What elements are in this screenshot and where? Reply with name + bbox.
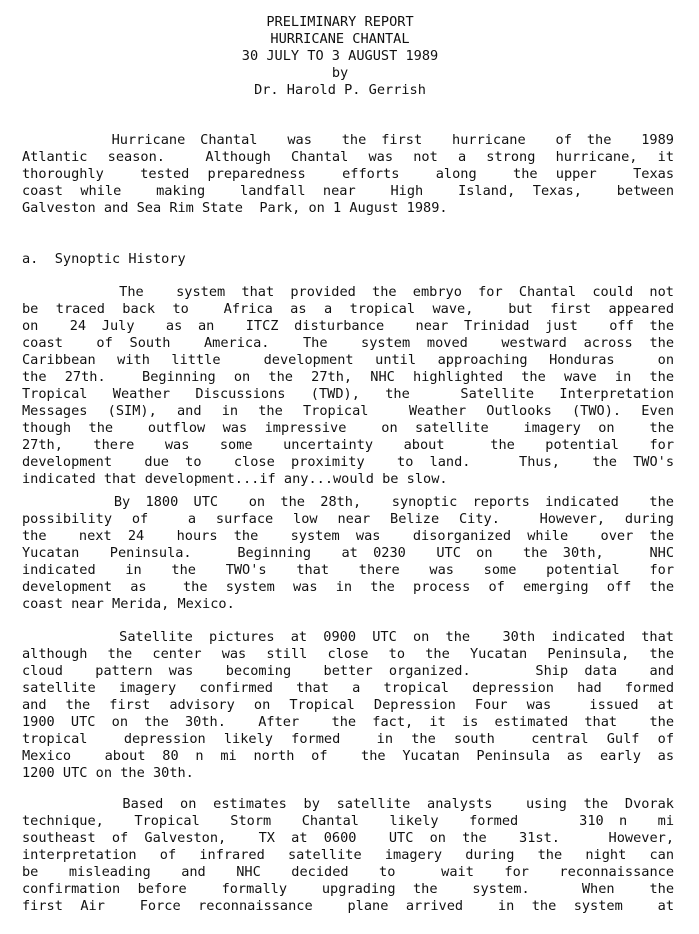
text-line: Tropical Weather Discussions (TWD), the Satellite Interpretation <box>22 386 674 402</box>
text-line: possibility of a surface low near Belize City. However, during <box>22 511 674 527</box>
text-line: thoroughly tested preparedness efforts along the upper Texas <box>22 166 674 182</box>
text-line: Galveston and Sea Rim State Park, on 1 August 1989. <box>22 200 448 216</box>
text-line: Yucatan Peninsula. Beginning at 0230 UTC on the 30th, NHC <box>22 545 674 561</box>
text-line: The system that provided the embryo for Chantal could not <box>22 284 674 300</box>
text-line: By 1800 UTC on the 28th, synoptic reports indicated the <box>22 494 674 510</box>
text-line: technique, Tropical Storm Chantal likely formed 310 n mi <box>22 813 674 829</box>
report-title: PRELIMINARY REPORT <box>266 14 414 30</box>
text-line: although the center was still close to the Yucatan Peninsula, the <box>22 646 674 662</box>
text-line: 27th, there was some uncertainty about the potential for <box>22 437 674 453</box>
text-line: Mexico about 80 n mi north of the Yucatan Peninsula as early as <box>22 748 674 764</box>
text-line: be traced back to Africa as a tropical wave, but first appeared <box>22 301 674 317</box>
text-line: Caribbean with little development until approaching Honduras on <box>22 352 674 368</box>
text-line: development as the system was in the process of emerging off the <box>22 579 674 595</box>
text-line: coast while making landfall near High Island, Texas, between <box>22 183 674 199</box>
text-line: Atlantic season. Although Chantal was not a strong hurricane, it <box>22 149 674 165</box>
text-line: on 24 July as an ITCZ disturbance near Trinidad just off the <box>22 318 674 334</box>
text-line: be misleading and NHC decided to wait for reconnaissance <box>22 864 674 880</box>
text-line: first Air Force reconnaissance plane arrived in the system at <box>22 898 674 914</box>
text-line: coast near Merida, Mexico. <box>22 596 235 612</box>
text-line: southeast of Galveston, TX at 0600 UTC on the 31st. However, <box>22 830 674 846</box>
text-line: cloud pattern was becoming better organized. Ship data and <box>22 663 674 679</box>
author: Dr. Harold P. Gerrish <box>254 82 426 98</box>
text-line: 1900 UTC on the 30th. After the fact, it is estimated that the <box>22 714 674 730</box>
text-line: the 27th. Beginning on the 27th, NHC highlighted the wave in the <box>22 369 674 385</box>
text-line: 1200 UTC on the 30th. <box>22 765 194 781</box>
text-line: indicated in the TWO's that there was some potential for <box>22 562 674 578</box>
text-line: tropical depression likely formed in the south central Gulf of <box>22 731 674 747</box>
storm-name: HURRICANE CHANTAL <box>270 31 410 47</box>
text-line: confirmation before formally upgrading the system. When the <box>22 881 674 897</box>
text-line: Based on estimates by satellite analysts using the Dvorak <box>22 796 674 812</box>
text-line: the next 24 hours the system was disorganized while over the <box>22 528 674 544</box>
text-line: interpretation of infrared satellite imagery during the night can <box>22 847 674 863</box>
section-heading: a. Synoptic History <box>22 251 186 267</box>
text-line: Hurricane Chantal was the first hurricane of the 1989 <box>22 132 674 148</box>
text-line: and the first advisory on Tropical Depression Four was issued at <box>22 697 674 713</box>
text-line: Satellite pictures at 0900 UTC on the 30th indicated that <box>22 629 674 645</box>
text-line: satellite imagery confirmed that a tropical depression had formed <box>22 680 674 696</box>
text-line: coast of South America. The system moved westward across the <box>22 335 674 351</box>
text-line: development due to close proximity to land. Thus, the TWO's <box>22 454 674 470</box>
text-line: though the outflow was impressive on satellite imagery on the <box>22 420 674 436</box>
text-line: indicated that development...if any...would be slow. <box>22 471 448 487</box>
by-line: by <box>331 65 349 81</box>
report-dates: 30 JULY TO 3 AUGUST 1989 <box>241 48 439 64</box>
text-line: Messages (SIM), and in the Tropical Weather Outlooks (TWO). Even <box>22 403 674 419</box>
